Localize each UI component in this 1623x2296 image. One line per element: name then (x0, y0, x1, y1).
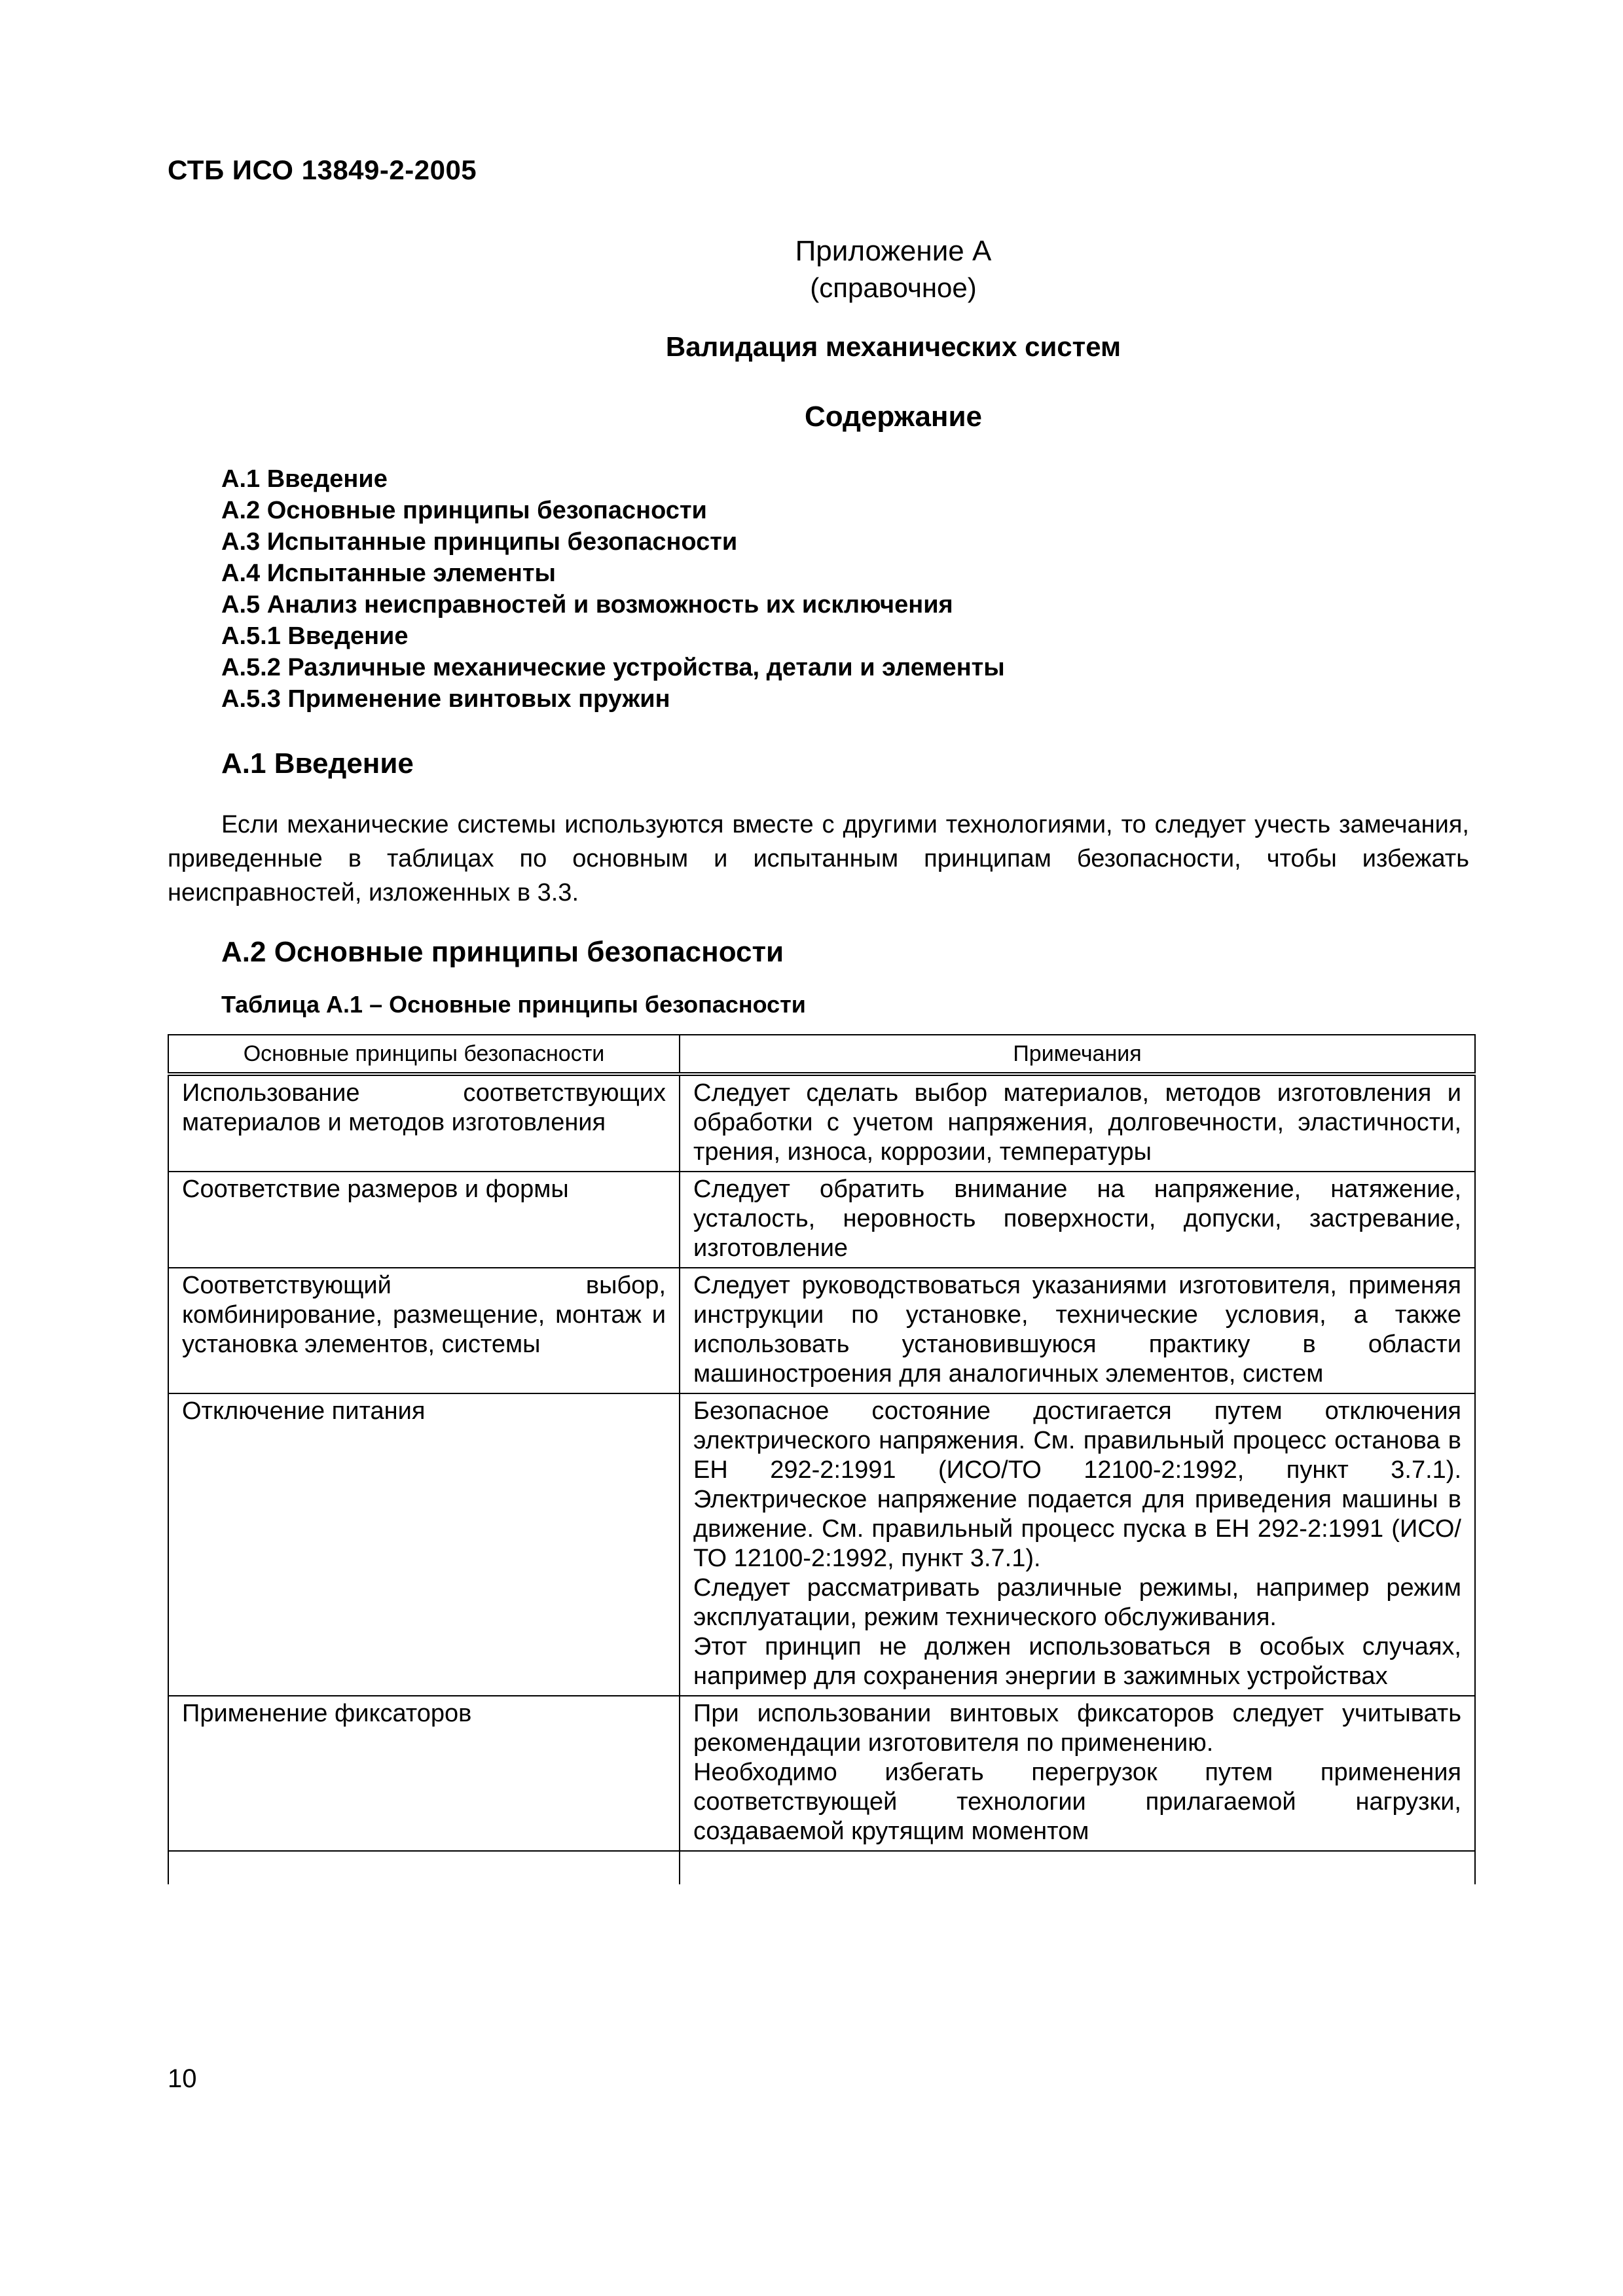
table-row (168, 1393, 1475, 1696)
table-row (168, 1074, 1475, 1172)
page-number: 10 (168, 2064, 197, 2093)
toc-item: А.3 Испытанные принципы безопасности (221, 528, 738, 556)
safety-principles-table (168, 1034, 1476, 1884)
empty-cell (168, 1851, 680, 1884)
principle-cell: Применение фиксаторов (168, 1696, 680, 1851)
principle-cell: Соответствующий выбор, комбинирование, размещение, монтаж и установка элементов, системы (168, 1268, 680, 1393)
note-paragraph: Необходимо избегать перегрузок путем применения соответствующей технологии прилагаемой нагрузки, создаваемой крутящим моментом (693, 1759, 1461, 1845)
section-heading-a2: А.2 Основные принципы безопасности (221, 936, 784, 968)
notes-cell (680, 1074, 1475, 1172)
table-continuation-row (168, 1851, 1475, 1884)
note-paragraph: Следует обратить внимание на напряжение, натяжение, усталость, неровность поверхности, допуски, застревание, изготовление (693, 1175, 1461, 1262)
column-header-notes: Примечания (680, 1035, 1475, 1074)
note-paragraph: Следует руководствоваться указаниями изготовителя, применяя инструкции по установке, технические условия, а также использовать установившуюся практику в области машиностроения для аналогичных элементов, систем (693, 1272, 1461, 1388)
table-row (168, 1696, 1475, 1851)
table-of-contents (221, 463, 1005, 715)
note-paragraph: Безопасное состояние достигается путем отключения электрического напряжения. См. правильный процесс останова в ЕН 292-2:1991 (ИСО/ТО 12100-2:1992, пункт 3.7.1). Электрическое напряжение подается для приведения машины в движение. См. правильный процесс пуска в ЕН 292-2:1991 (ИСО/ТО 12100-2:1992, пункт 3.7.1). (693, 1397, 1461, 1572)
toc-item: А.5.2 Различные механические устройства, детали и элементы (221, 654, 1005, 681)
toc-item: А.4 Испытанные элементы (221, 560, 556, 587)
table-row (168, 1268, 1475, 1393)
column-header-principles: Основные принципы безопасности (168, 1035, 680, 1074)
section-heading-a1: А.1 Введение (221, 747, 414, 780)
empty-cell (680, 1851, 1475, 1884)
toc-item: А.5 Анализ неисправностей и возможность их исключения (221, 591, 953, 619)
toc-item: А.1 Введение (221, 465, 388, 493)
toc-item: А.5.1 Введение (221, 622, 409, 650)
note-paragraph: Этот принцип не должен использоваться в особых случаях, например для сохранения энергии в зажимных устройствах (693, 1633, 1461, 1690)
notes-cell (680, 1393, 1475, 1696)
principle-cell: Соответствие размеров и формы (168, 1172, 680, 1268)
toc-item: А.2 Основные принципы безопасности (221, 497, 707, 524)
document-title: Валидация механических систем (665, 331, 1122, 362)
note-paragraph: Следует сделать выбор материалов, методов изготовления и обработки с учетом напряжения, долговечности, эластичности, трения, износа, коррозии, температуры (693, 1079, 1461, 1166)
notes-cell (680, 1696, 1475, 1851)
principle-cell: Использование соответствующих материалов и методов изготовления (168, 1074, 680, 1172)
notes-cell (680, 1172, 1475, 1268)
table-caption: Таблица А.1 – Основные принципы безопасности (221, 991, 806, 1018)
standard-designation: СТБ ИСО 13849-2-2005 (168, 154, 477, 185)
annex-subtitle: (справочное) (810, 272, 977, 303)
annex-heading (0, 233, 1623, 306)
table-header-row (168, 1035, 1475, 1074)
toc-item: А.5.3 Применение винтовых пружин (221, 685, 670, 713)
toc-title: Содержание (804, 401, 983, 433)
note-paragraph: При использовании винтовых фиксаторов следует учитывать рекомендации изготовителя по применению. (693, 1700, 1461, 1757)
annex-title: Приложение А (795, 235, 992, 267)
principle-cell: Отключение питания (168, 1393, 680, 1696)
table-row (168, 1172, 1475, 1268)
note-paragraph: Следует рассматривать различные режимы, например режим эксплуатации, режим технического обслуживания. (693, 1574, 1461, 1631)
section-a1-paragraph: Если механические системы используются вместе с другими технологиями, то следует учесть замечания, приведенные в таблицах по основным и испытанным принципам безопасности, чтобы избежать неисправностей, изложенных в 3.3. (168, 811, 1469, 906)
notes-cell (680, 1268, 1475, 1393)
